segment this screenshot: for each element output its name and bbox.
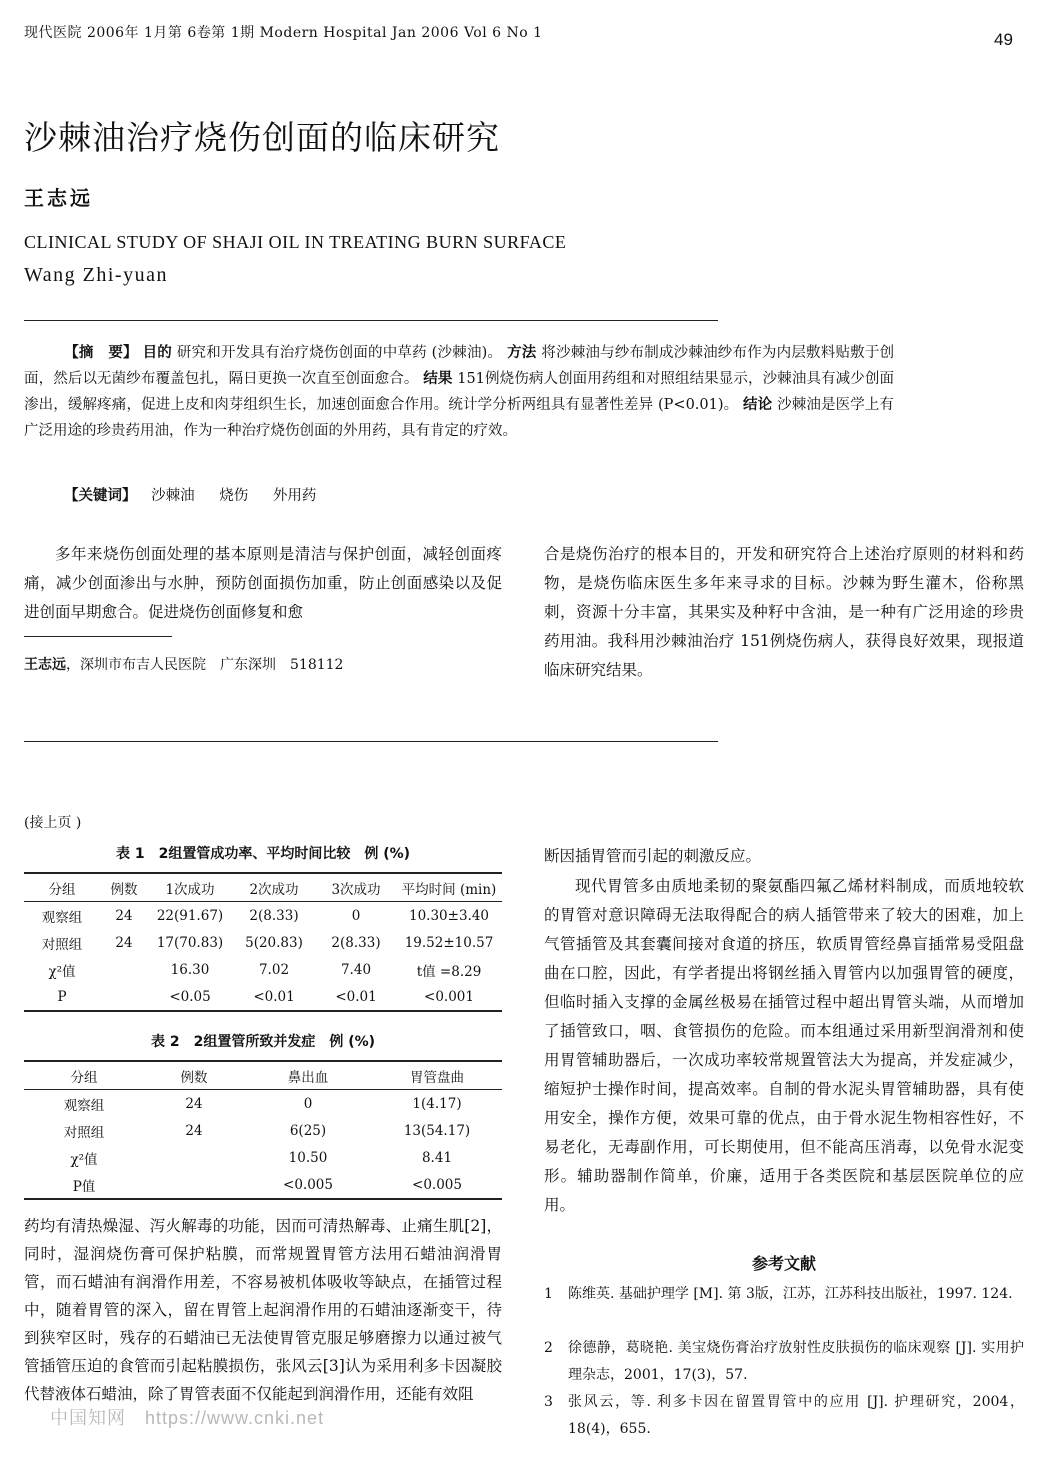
body-paragraph-left-2: 药均有清热燥湿、泻火解毒的功能，因而可清热解毒、止痛生肌[2]，同时，湿润烧伤膏可保护粘膜，而常规置胃管方法用石蜡油润滑胃管，而石蜡油有润滑作用差，不容易被机体吸收等缺点，在插管过程中，随着胃管的深入，留在胃管上起润滑作用的石蜡油逐渐变干，待到狭窄区时，残存的石蜡油已无法使胃管克服足够磨擦力以通过被气管插管压迫的食管而引起粘膜损伤，张风云[3]认为采用利多卡因凝胶代替液体石蜡油，除了胃管表面不仅能起到润滑作用，还能有效阻 bbox=[24, 1217, 502, 1403]
page-number: 49 bbox=[994, 30, 1013, 49]
table-row bbox=[24, 983, 502, 1011]
body-paragraph-right-2a: 断因插胃管而引起的刺激反应。 bbox=[544, 847, 762, 865]
running-head: 现代医院 2006年 1月第 6卷第 1期 Modern Hospital Jan 2006 Vol 6 No 1 bbox=[24, 25, 543, 41]
table-cell: P值 bbox=[24, 1171, 144, 1199]
reference-item bbox=[544, 1335, 1024, 1389]
table-cell bbox=[100, 956, 148, 983]
table-cell: <0.05 bbox=[148, 983, 232, 1011]
table-cell: χ²值 bbox=[48, 963, 76, 980]
reference-text: 张风云，等. 利多卡因在留置胃管中的应用 [J]. 护理研究，2004，18(4)，655. bbox=[568, 1394, 1024, 1437]
table-cell: <0.001 bbox=[396, 983, 502, 1011]
table-cell: 0 bbox=[351, 907, 361, 924]
keyword: 沙棘油 bbox=[151, 488, 195, 504]
article-author-en: Wang Zhi-yuan bbox=[24, 264, 168, 286]
body-paragraph-left-1: 多年来烧伤创面处理的基本原则是清洁与保护创面，减轻创面疼痛，减少创面渗出与水肿，预防创面损伤加重，防止创面感染以及促进创面早期愈合。促进烧伤创面修复和愈 bbox=[24, 545, 502, 621]
table1-caption: 表 1 2组置管成功率、平均时间比较 例 (%) bbox=[115, 846, 411, 862]
table-cell: χ²值 bbox=[70, 1151, 98, 1168]
reference-item bbox=[544, 1281, 1024, 1308]
table-row bbox=[24, 1171, 502, 1199]
table-header: 鼻出血 bbox=[244, 1061, 372, 1090]
table-row bbox=[24, 902, 502, 930]
keywords-label: 【关键词】 bbox=[64, 488, 137, 504]
body-paragraph-right-2b: 现代胃管多由质地柔韧的聚氨酯四氟乙烯材料制成，而质地较软的胃管对意识障碍无法取得配合的病人插管带来了较大的困难，加上气管插管及其套囊间接对食道的挤压，软质胃管经鼻盲插常易受阻盘曲在口腔，因此，有学者提出将钢丝插入胃管内以加强胃管的硬度，但临时插入支撑的金属丝极易在插管过程中超出胃管头端，从而增加了插管致口，咽、食管损伤的危险。而本组通过采用新型润滑剂和使用胃管辅助器后，一次成功率较常规置管法大为提高，并发症减少，缩短护士操作时间，提高效率。自制的骨水泥头胃管辅助器，具有使用安全，操作方便，效果可靠的优点，由于骨水泥生物相容性好，不易老化，无毒副作用，可长期使用，但不能高压消毒，以免骨水泥变形。辅助器制作简单，价廉，适用于各类医院和基层医院单位的应用。 bbox=[544, 877, 1024, 1214]
methods-text: 将沙棘油与纱布制成沙棘油纱布作为内层敷料贴敷于创面，然后以无菌纱布覆盖包扎，隔日更换一次直至创面愈合。 bbox=[24, 345, 895, 387]
author-footnote bbox=[24, 654, 343, 674]
footnote-rule bbox=[24, 636, 172, 637]
table-cell: 13(54.17) bbox=[403, 1122, 471, 1139]
title-rule bbox=[24, 320, 718, 321]
footnote-author: 王志远 bbox=[24, 657, 66, 673]
table-cell: <0.005 bbox=[244, 1171, 372, 1199]
objective-text: 研究和开发具有治疗烧伤创面的中草药 (沙棘油)。 bbox=[176, 345, 503, 361]
table-cell: P bbox=[24, 983, 100, 1011]
references-title: 参考文献 bbox=[751, 1254, 816, 1273]
results-text: 151例烧伤病人创面用药组和对照组结果显示，沙棘油具有减少创面渗出，缓解疼痛，促进上皮和肉芽组织生长，加速创面愈合作用。统计学分析两组具有显著性差异 (P<0.01)。 bbox=[24, 371, 895, 413]
article-author: 王志远 bbox=[24, 186, 93, 210]
table-header: 平均时间 (min) bbox=[396, 873, 502, 902]
table2 bbox=[24, 1060, 502, 1200]
table-row bbox=[24, 1090, 502, 1118]
table-header-row bbox=[24, 1061, 502, 1090]
footnote-affiliation: ，深圳市布吉人民医院 广东深圳 518112 bbox=[66, 657, 344, 673]
table-cell: 16.30 bbox=[170, 961, 210, 978]
table-header: 2次成功 bbox=[232, 873, 316, 902]
reference-number: 1 bbox=[544, 1286, 553, 1302]
conclusion-text: 沙棘油是医学上有广泛用途的珍贵药用油，作为一种治疗烧伤创面的外用药，具有肯定的疗效。 bbox=[24, 397, 895, 439]
table-header: 分组 bbox=[24, 873, 100, 902]
table-cell: 24 bbox=[115, 907, 133, 924]
table-cell: 24 bbox=[115, 934, 133, 951]
table-cell bbox=[144, 1144, 244, 1171]
keyword: 外用药 bbox=[272, 488, 317, 504]
table-cell: 7.40 bbox=[340, 961, 372, 978]
table-header: 胃管盘曲 bbox=[372, 1061, 502, 1090]
table-cell: <0.01 bbox=[232, 983, 316, 1011]
body-paragraph-right-1: 合是烧伤治疗的根本目的，开发和研究符合上述治疗原则的材料和药物，是烧伤临床医生多年来寻求的目标。沙棘为野生灌木，俗称黑刺，资源十分丰富，其果实及种籽中含油，是一种有广泛用途的珍贵药用油。我科用沙棘油治疗 151例烧伤病人，获得良好效果，现报道临床研究结果。 bbox=[544, 545, 1024, 679]
reference-text: 陈维英. 基础护理学 [M]. 第 3版，江苏，江苏科技出版社，1997. 124. bbox=[568, 1286, 1013, 1302]
table-cell: 24 bbox=[185, 1122, 203, 1139]
table-cell: 2(8.33) bbox=[249, 907, 299, 924]
table-cell: 5(20.83) bbox=[245, 934, 303, 951]
objective-label: 目的 bbox=[142, 345, 172, 361]
article-title-en: CLINICAL STUDY OF SHAJI OIL IN TREATING BURN SURFACE bbox=[24, 232, 567, 252]
table-header: 分组 bbox=[24, 1061, 144, 1090]
reference-item bbox=[544, 1389, 1024, 1443]
table-cell bbox=[144, 1171, 244, 1199]
reference-number: 2 bbox=[544, 1340, 553, 1356]
table-cell: 观察组 bbox=[41, 909, 83, 926]
table-cell: 6(25) bbox=[289, 1122, 327, 1139]
table-row bbox=[24, 1144, 502, 1171]
table-header: 3次成功 bbox=[316, 873, 396, 902]
table-cell: 对照组 bbox=[41, 936, 83, 953]
methods-label: 方法 bbox=[507, 345, 537, 361]
continued-note: (接上页 ) bbox=[24, 815, 82, 831]
table1 bbox=[24, 872, 502, 1012]
table-cell: t值 =8.29 bbox=[416, 963, 482, 980]
table-cell: 7.02 bbox=[258, 961, 290, 978]
article-title: 沙棘油治疗烧伤创面的临床研究 bbox=[24, 118, 500, 157]
table2-caption: 表 2 2组置管所致并发症 例 (%) bbox=[150, 1034, 376, 1050]
table-row bbox=[24, 929, 502, 956]
conclusion-label: 结论 bbox=[743, 397, 773, 413]
keyword: 烧伤 bbox=[219, 488, 249, 504]
abstract-label: 【摘 要】 bbox=[64, 345, 138, 361]
table-cell: 对照组 bbox=[63, 1124, 105, 1141]
cnki-watermark: 中国知网 https://www.cnki.net bbox=[50, 1408, 325, 1428]
table-cell: 1(4.17) bbox=[412, 1095, 462, 1112]
reference-text: 徐德静，葛晓艳. 美宝烧伤膏治疗放射性皮肤损伤的临床观察 [J]. 实用护理杂志，2001，17(3)，57. bbox=[568, 1340, 1024, 1383]
table-header: 例数 bbox=[144, 1061, 244, 1090]
table-header: 例数 bbox=[100, 873, 148, 902]
table-cell: 8.41 bbox=[421, 1149, 453, 1166]
table-cell: <0.005 bbox=[372, 1171, 502, 1199]
abstract bbox=[24, 340, 894, 444]
reference-number: 3 bbox=[544, 1394, 553, 1410]
table-cell: 10.50 bbox=[288, 1149, 328, 1166]
table-row bbox=[24, 1117, 502, 1144]
table-cell: 24 bbox=[185, 1095, 203, 1112]
table-cell: 22(91.67) bbox=[156, 907, 224, 924]
table-cell: 19.52±10.57 bbox=[404, 934, 494, 951]
table-cell: 2(8.33) bbox=[331, 934, 381, 951]
table-header-row bbox=[24, 873, 502, 902]
table-cell: 17(70.83) bbox=[156, 934, 224, 951]
keywords bbox=[64, 484, 316, 505]
table-cell: 10.30±3.40 bbox=[408, 907, 490, 924]
table-row bbox=[24, 956, 502, 983]
results-label: 结果 bbox=[423, 371, 453, 387]
table-cell: 观察组 bbox=[63, 1097, 105, 1114]
table-cell bbox=[100, 983, 148, 1011]
section-rule bbox=[24, 741, 718, 742]
table-header: 1次成功 bbox=[148, 873, 232, 902]
table-cell: <0.01 bbox=[316, 983, 396, 1011]
table-cell: 0 bbox=[303, 1095, 313, 1112]
